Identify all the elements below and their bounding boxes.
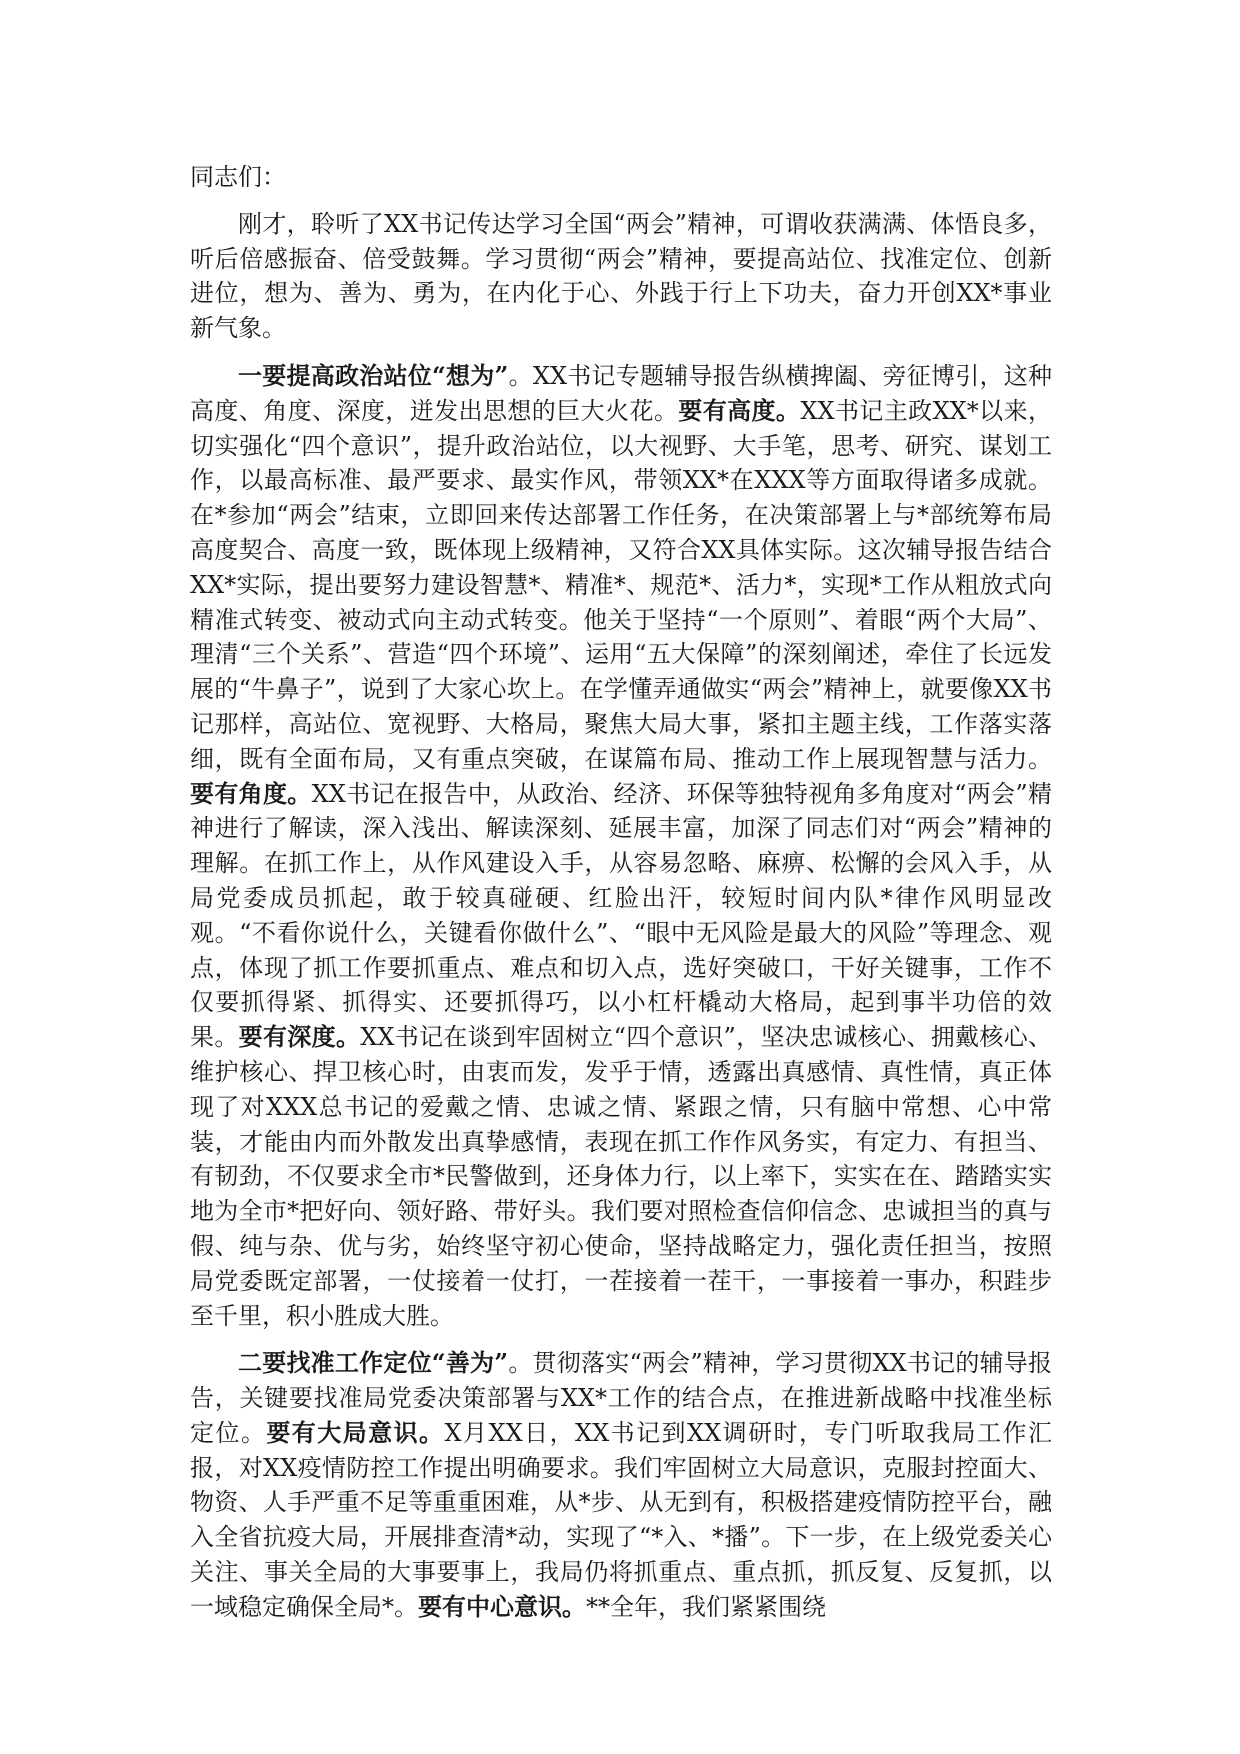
text-run: XX书记在报告中，从政治、经济、环保等独特视角多角度对“两会”精神进行了解读，深入浅出、解读深刻、延展丰富，加深了同志们对“两会”精神的理解。在抓工作上，从作风建设入手，从容易忽略、麻痹、松懈的会风入手，从局党委成员抓起，敢于较真碰硬、红脸出汗，较短时间内队*律作风明显改观。“不看你说什么，关键看你做什么”、“眼中无风险是最大的风险”等理念、观点，体现了抓工作要抓重点、难点和切入点，选好突破口，干好关键事，工作不仅要抓得紧、抓得实、还要抓得巧，以小杠杆橇动大格局，起到事半功倍的效果。 bbox=[190, 779, 1053, 1052]
text-run: 刚才，聆听了XX书记传达学习全国“两会”精神，可谓收获满满、体悟良多，听后倍感振奋、倍受鼓舞。学习贯彻“两会”精神，要提高站位、找准定位、创新进位，想为、善为、勇为，在内化于心、外践于行上下功夫，奋力开创XX*事业新气象。 bbox=[190, 209, 1052, 343]
section-heading: 一要提高政治站位“想为” bbox=[238, 360, 509, 390]
text-run: 。贯彻落实“两会”精神，学习贯彻XX书记的辅导报告，关键要找准局党委决策部署与XX*工作的结合点，在推进新战略中找准坐标定位。 bbox=[190, 1349, 1052, 1447]
salutation: 同志们： bbox=[190, 163, 286, 191]
section-heading: 二要找准工作定位“善为” bbox=[238, 1348, 509, 1378]
text-run: 。XX书记专题辅导报告纵横捭阖、旁征博引，这种高度、角度、深度，迸发出思想的巨大火花。 bbox=[190, 361, 1053, 425]
subheading: 要有大局意识。 bbox=[266, 1417, 445, 1447]
text-run: XX书记主政XX*以来，切实强化“四个意识”，提升政治站位，以大视野、大手笔，思考、研究、谋划工作，以最高标准、最严要求、最实作风，带领XX*在XXX等方面取得诸多成就。在*参加“两会”结束，立即回来传达部署工作任务，在决策部署上与*部统筹布局高度契合、高度一致，既体现上级精神，又符合XX具体实际。这次辅导报告结合XX*实际，提出要努力建设智慧*、精准*、规范*、活力*，实现*工作从粗放式向精准式转变、被动式向主动式转变。他关于坚持“一个原则”、着眼“两个大局”、理清“三个关系”、营造“四个环境”、运用“五大保障”的深刻阐述，牵住了长远发展的“牛鼻子”，说到了大家心坎上。在学懂弄通做实“两会”精神上，就要像XX书记那样，高站位、宽视野、大格局，聚焦大局大事，紧扣主题主线，工作落实落细，既有全面布局，又有重点突破，在谋篇布局、推动工作上展现智慧与活力。 bbox=[190, 396, 1053, 773]
subheading: 要有角度。 bbox=[190, 778, 312, 808]
document-page bbox=[190, 160, 1052, 1638]
paragraph-section-two bbox=[190, 1346, 1052, 1624]
text-run: XX书记在谈到牢固树立“四个意识”，坚决忠诚核心、拥戴核心、维护核心、捍卫核心时，由衷而发，发乎于情，透露出真感情、真性情，真正体现了对XXX总书记的爱戴之情、忠诚之情、紧跟之情，只有脑中常想、心中常装，才能由内而外散发出真挚感情，表现在抓工作作风务实，有定力、有担当、有韧劲，不仅要求全市*民警做到，还身体力行，以上率下，实实在在、踏踏实实地为全市*把好向、领好路、带好头。我们要对照检查信仰信念、忠诚担当的真与假、纯与杂、优与劣，始终坚守初心使命，坚持战略定力，强化责任担当，按照局党委既定部署，一仗接着一仗打，一茬接着一茬干，一事接着一事办，积跬步至千里，积小胜成大胜。 bbox=[190, 1023, 1053, 1330]
subheading: 要有高度。 bbox=[678, 395, 801, 425]
paragraph-section-one bbox=[190, 359, 1052, 1333]
text-run: X月XX日，XX书记到XX调研时，专门听取我局工作汇报，对XX疫情防控工作提出明确要求。我们牢固树立大局意识，克服封控面大、物资、人手严重不足等重重困难，从*步、从无到有，积极搭建疫情防控平台，融入全省抗疫大局，开展排查清*动，实现了“*入、*播”。下一步，在上级党委关心关注、事关全局的大事要事上，我局仍将抓重点、重点抓，抓反复、反复抓，以一域稳定确保全局*。 bbox=[190, 1418, 1053, 1621]
paragraph-intro bbox=[190, 207, 1052, 346]
subheading: 要有中心意识。 bbox=[418, 1591, 586, 1621]
subheading: 要有深度。 bbox=[238, 1022, 361, 1052]
text-run: **全年，我们紧紧围绕 bbox=[586, 1592, 826, 1621]
